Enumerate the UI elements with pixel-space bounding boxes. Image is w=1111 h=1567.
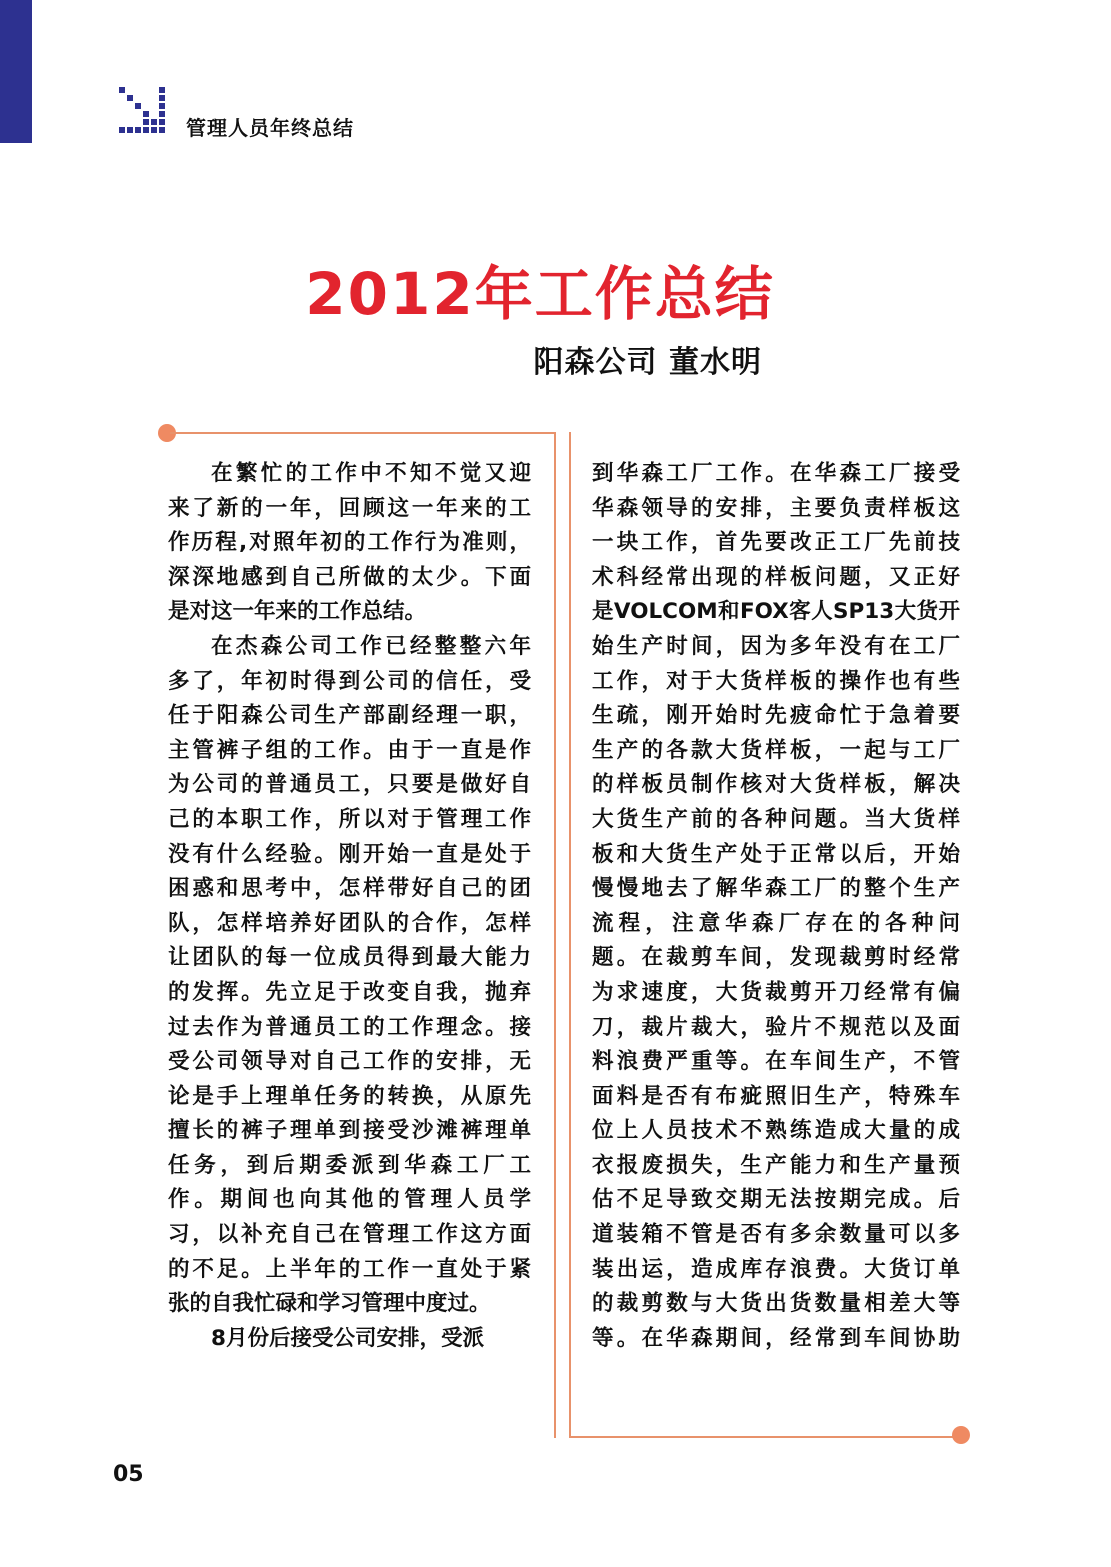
text-line: 主管裤子组的工作。由于一直是作 [168, 737, 531, 763]
page-number: 05 [113, 1462, 144, 1487]
text-line: 是VOLCOM和FOX客人SP13大货开 [592, 599, 960, 625]
text-line: 队，怎样培养好团队的合作，怎样 [168, 910, 531, 936]
text-line: 为公司的普通员工，只要是做好自 [168, 772, 531, 798]
text-line: 为求速度，大货裁剪开刀经常有偏 [592, 979, 960, 1005]
frame-line-bottom [569, 1436, 953, 1438]
text-line: 一块工作，首先要改正工厂先前技 [592, 530, 960, 556]
text-line: 板和大货生产处于正常以后，开始 [592, 841, 960, 867]
text-line: 工作，对于大货样板的操作也有些 [592, 668, 960, 694]
left-text-column [168, 457, 531, 1356]
text-line: 华森领导的安排，主要负责样板这 [592, 495, 960, 521]
text-line: 题。在裁剪车间，发现裁剪时经常 [592, 945, 960, 971]
text-line: 没有什么经验。刚开始一直是处于 [168, 841, 531, 867]
text-line: 到华森工厂工作。在华森工厂接受 [592, 461, 960, 486]
text-line: 任于阳森公司生产部副经理一职， [168, 703, 531, 729]
text-line: 的样板员制作核对大货样板，解决 [592, 772, 960, 798]
text-line: 擅长的裤子理单到接受沙滩裤理单 [168, 1118, 531, 1144]
text-line: 位上人员技术不熟练造成大量的成 [592, 1118, 960, 1144]
text-line: 等。在华森期间，经常到车间协助 [592, 1325, 960, 1351]
text-line: 术科经常出现的样板问题，又正好 [592, 564, 960, 590]
text-line: 在繁忙的工作中不知不觉又迎 [211, 461, 531, 486]
text-line: 生疏，刚开始时先疲命忙于急着要 [592, 703, 960, 729]
text-line: 深深地感到自己所做的太少。下面 [168, 564, 531, 590]
text-line: 流程，注意华森厂存在的各种问 [592, 910, 960, 936]
text-line: 多了，年初时得到公司的信任，受 [168, 668, 531, 694]
side-color-bar [0, 0, 32, 143]
text-line: 始生产时间，因为多年没有在工厂 [592, 633, 960, 659]
text-line: 作历程,对照年初的工作行为准则， [168, 530, 531, 556]
article-title: 2012年工作总结 [305, 260, 775, 328]
section-title: 管理人员年终总结 [186, 116, 354, 140]
frame-line-left-column-right [554, 432, 556, 1438]
text-line: 道装箱不管是否有多余数量可以多 [592, 1222, 960, 1248]
text-line: 慢慢地去了解华森工厂的整个生产 [592, 876, 960, 902]
text-line: 己的本职工作，所以对于管理工作 [168, 806, 531, 832]
text-line: 张的自我忙碌和学习管理中度过。 [168, 1291, 491, 1317]
article-byline: 阳森公司 董水明 [533, 345, 762, 380]
text-line: 作。期间也向其他的管理人员学 [168, 1187, 531, 1213]
text-line: 的不足。上半年的工作一直处于紧 [168, 1256, 531, 1282]
text-line: 的裁剪数与大货出货数量相差大等 [592, 1291, 960, 1317]
text-line: 估不足导致交期无法按期完成。后 [592, 1187, 960, 1213]
text-line: 料浪费严重等。在车间生产，不管 [592, 1049, 960, 1075]
text-line: 是对这一年来的工作总结。 [168, 599, 427, 625]
frame-line-right-column-left [569, 432, 571, 1438]
text-line: 装出运，造成库存浪费。大货订单 [592, 1256, 960, 1282]
magazine-logo-icon [115, 85, 169, 133]
right-text-column [592, 457, 960, 1356]
text-line: 困惑和思考中，怎样带好自己的团 [168, 876, 531, 902]
text-line: 面料是否有布疵照旧生产，特殊车 [592, 1083, 960, 1109]
text-line: 受公司领导对自己工作的安排，无 [168, 1049, 531, 1075]
frame-line-top [170, 432, 556, 434]
text-line: 生产的各款大货样板，一起与工厂 [592, 737, 960, 763]
text-line: 论是手上理单任务的转换，从原先 [168, 1083, 531, 1109]
text-line: 习，以补充自己在管理工作这方面 [168, 1222, 531, 1248]
text-line: 刀，裁片裁大，验片不规范以及面 [592, 1014, 960, 1040]
text-line: 衣报废损失，生产能力和生产量预 [592, 1152, 960, 1178]
text-line: 8月份后接受公司安排，受派 [211, 1325, 484, 1351]
text-line: 大货生产前的各种问题。当大货样 [592, 806, 960, 832]
text-line: 任务，到后期委派到华森工厂工 [168, 1152, 531, 1178]
text-line: 来了新的一年，回顾这一年来的工 [168, 495, 531, 521]
frame-dot-bottom-right [952, 1426, 970, 1444]
text-line: 让团队的每一位成员得到最大能力 [168, 945, 531, 971]
text-line: 过去作为普通员工的工作理念。接 [168, 1014, 531, 1040]
text-line: 在杰森公司工作已经整整六年 [211, 633, 531, 659]
text-line: 的发挥。先立足于改变自我，抛弃 [168, 979, 531, 1005]
